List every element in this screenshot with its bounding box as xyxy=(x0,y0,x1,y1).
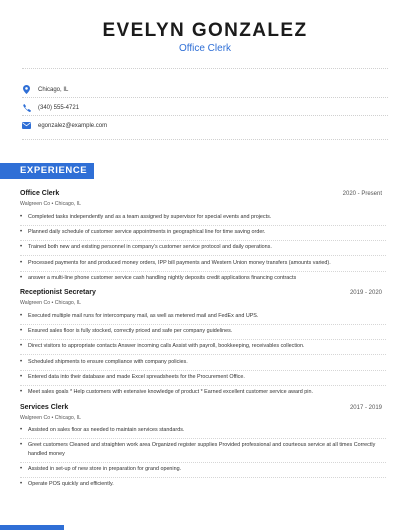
candidate-name: EVELYN GONZALEZ xyxy=(102,20,308,41)
list-item: • Executed multiple mail runs for intercompany mail, as well as metered mail and FedEx and UPS. xyxy=(20,313,259,319)
phone-icon xyxy=(22,103,31,112)
divider xyxy=(20,324,386,325)
divider xyxy=(20,225,386,226)
job-title: Receptionist Secretary xyxy=(20,289,96,296)
divider xyxy=(22,68,388,69)
divider xyxy=(20,271,386,272)
job-company: Walgreen Co • Chicago, IL xyxy=(20,201,82,207)
divider xyxy=(20,255,386,256)
list-item: • Assisted in set-up of new store in preparation for grand opening. xyxy=(20,466,182,472)
phone-text: (340) 555-4721 xyxy=(38,104,80,111)
job-dates: 2017 - 2019 xyxy=(349,405,382,411)
divider xyxy=(20,354,386,355)
list-item: • Planned daily schedule of customer service appointments in geographical line for time saving order. xyxy=(20,229,266,235)
list-item: • Direct visitors to appropriate contacts Answer incoming calls Assist with payroll, bookkeeping, receivables collection. xyxy=(20,343,305,349)
list-item: • Operate POS quickly and efficiently. xyxy=(20,481,114,487)
contact-email xyxy=(22,116,388,135)
divider xyxy=(20,477,386,478)
list-item: • Trained both new and existing personnel in company's customer service protocol and daily operations. xyxy=(20,244,272,250)
list-item: • Ensured sales floor is fully stocked, correctly priced and safe per company guidelines. xyxy=(20,328,233,334)
list-item: • Entered data into their database and made Excel spreadsheets for the Procurement Office. xyxy=(20,374,245,380)
candidate-role: Office Clerk xyxy=(178,43,232,54)
list-item: • Processed payments for and produced money orders, IPP bill payments and Western Union money transfers (amounts varied). xyxy=(20,260,331,266)
list-item: • Completed tasks independently and as a team assigned by supervisor for special events and projects. xyxy=(20,214,272,220)
list-item: • Scheduled shipments to ensure compliance with company policies. xyxy=(20,359,188,365)
divider xyxy=(22,139,388,140)
list-item: • Meet sales goals * Help customers with extensive knowledge of product * Earned excellent customer service award pin. xyxy=(20,389,313,395)
divider xyxy=(20,438,386,439)
divider xyxy=(20,240,386,241)
divider xyxy=(20,370,386,371)
list-item: • Assisted on sales floor as needed to maintain services standards. xyxy=(20,427,185,433)
job-title: Services Clerk xyxy=(20,404,69,411)
email-text: egonzalez@example.com xyxy=(38,122,108,129)
next-section-heading-stub xyxy=(0,525,64,530)
job-company: Walgreen Co • Chicago, IL xyxy=(20,300,82,306)
job-title: Office Clerk xyxy=(20,190,60,197)
divider xyxy=(20,462,386,463)
divider xyxy=(20,385,386,386)
job-dates: 2020 - Present xyxy=(342,191,382,197)
experience-heading: EXPERIENCE xyxy=(0,163,94,179)
divider xyxy=(20,339,386,340)
map-pin-icon xyxy=(22,85,31,94)
job-dates: 2019 - 2020 xyxy=(349,290,382,296)
job-company: Walgreen Co • Chicago, IL xyxy=(20,415,82,421)
location-text: Chicago, IL xyxy=(38,86,69,93)
envelope-icon xyxy=(22,121,31,130)
list-item: • answer a multi-line phone customer service cash handling nightly deposits credit applications financing contracts xyxy=(20,275,297,281)
list-item: • Greet customers Cleaned and straighten work area Organized register supplies Provided professional and courteous service at all times Correctly handled money xyxy=(20,442,376,457)
